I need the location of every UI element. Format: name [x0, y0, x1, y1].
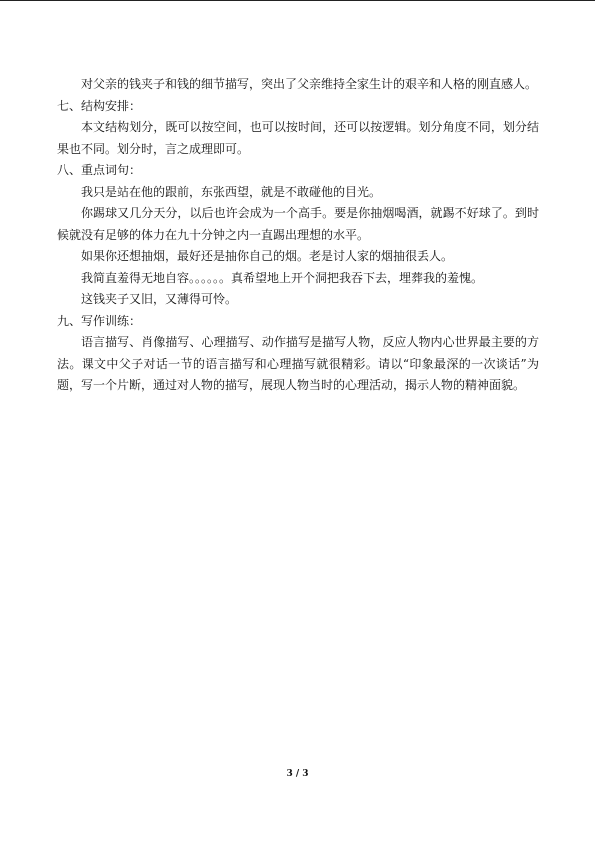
- key-sentence-5: 这钱夹子又旧，又薄得可怜。: [81, 292, 238, 306]
- page-number: 3 / 3: [286, 769, 309, 779]
- section-7-paragraph: 本文结构划分，既可以按空间，也可以按时间，还可以按逻辑。划分角度不同，划分结果也不同。划分时，言之成理即可。: [57, 120, 539, 156]
- document-body: [57, 74, 539, 397]
- key-sentence-1: 我只是站在他的跟前，东张西望，就是不敢碰他的目光。: [81, 184, 382, 199]
- key-sentence-2: 你踢球又几分天分，以后也许会成为一个高手。要是你抽烟喝酒，就踢不好球了。到时候就没有足够的体力在九十分钟之内一直踢出理想的水平。: [57, 206, 539, 242]
- key-sentence-4: 我简直羞得无地自容。。。。。。真希望地上开个洞把我吞下去，埋葬我的羞愧。: [81, 270, 484, 285]
- section-9-heading: 九、写作训练：: [57, 313, 142, 328]
- section-9-paragraph: 语言描写、肖像描写、心理描写、动作描写是描写人物，反应人物内心世界最主要的方法。课文中父子对话一节的语言描写和心理描写就很精彩。请以“印象最深的一次谈话”为题，写一个片断，通过对人物的描写，展现人物当时的心理活动，揭示人物的精神面貌。: [57, 335, 539, 392]
- intro-paragraph: 对父亲的钱夹子和钱的细节描写，突出了父亲维持全家生计的艰辛和人格的刚直感人。: [81, 77, 538, 91]
- header-rule: [0, 0, 595, 1]
- section-7-heading: 七、结构安排：: [57, 98, 142, 113]
- section-8-heading: 八、重点词句：: [57, 163, 142, 177]
- key-sentence-3: 如果你还想抽烟，最好还是抽你自己的烟。老是讨人家的烟抽很丢人。: [81, 249, 454, 263]
